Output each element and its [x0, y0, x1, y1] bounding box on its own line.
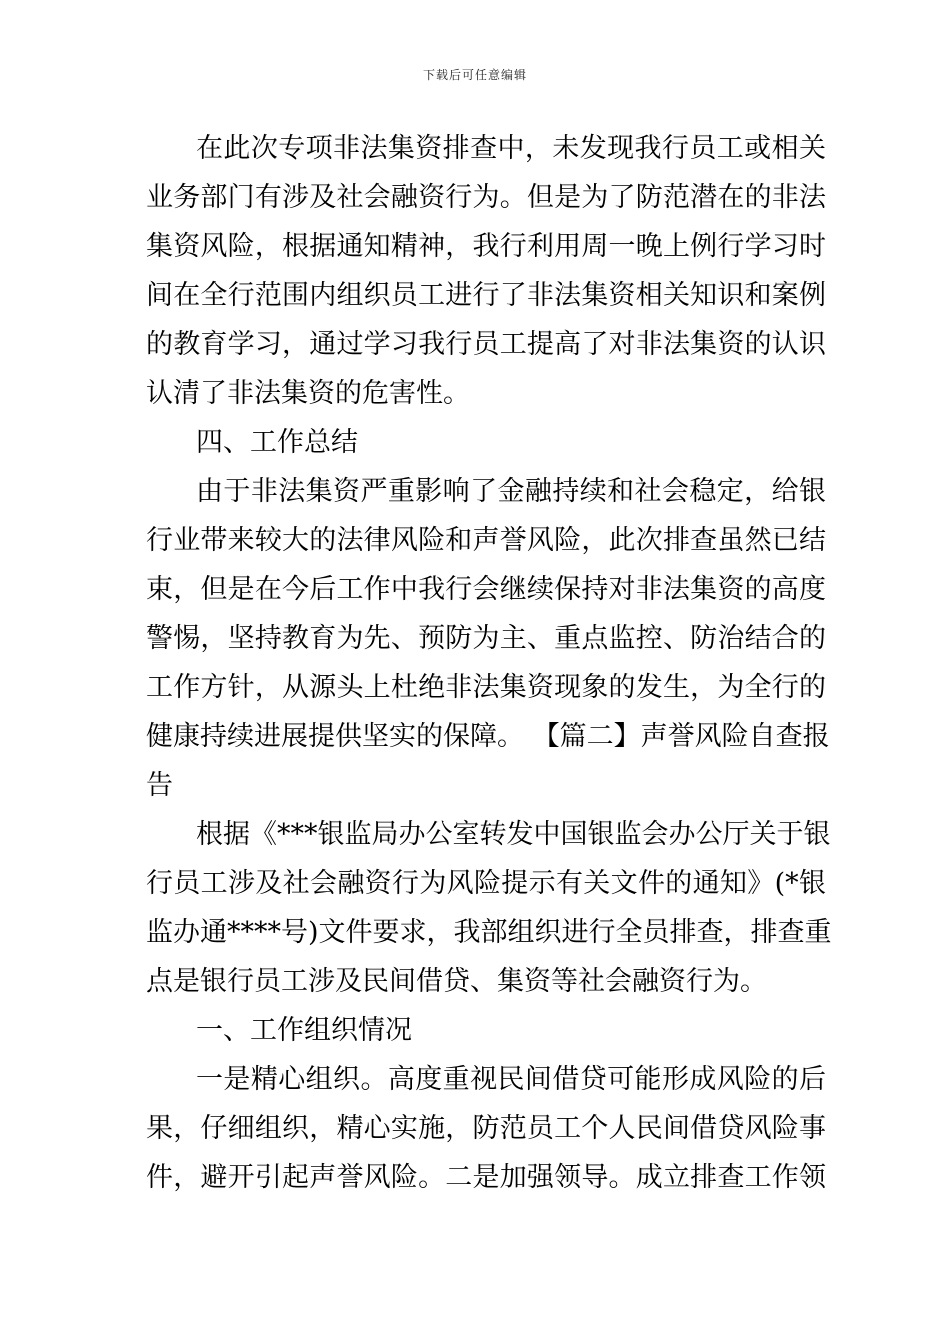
- text-line: 的教育学习，通过学习我行员工提高了对非法集资的认识: [146, 329, 826, 360]
- section-heading: 一、工作组织情况: [196, 1015, 412, 1046]
- text-line: 根据《***银监局办公室转发中国银监会办公厅关于银: [196, 819, 831, 850]
- text-line: 行业带来较大的法律风险和声誉风险，此次排查虽然已结: [146, 525, 826, 556]
- text-line: 束，但是在今后工作中我行会继续保持对非法集资的高度: [146, 574, 826, 605]
- text-line: 由于非法集资严重影响了金融持续和社会稳定，给银: [196, 476, 826, 507]
- text-line: 果，仔细组织，精心实施，防范员工个人民间借贷风险事: [146, 1113, 826, 1144]
- text-line: 监办通****号)文件要求，我部组织进行全员排查，排查重: [146, 917, 832, 948]
- text-line: 业务部门有涉及社会融资行为。但是为了防范潜在的非法: [146, 182, 826, 213]
- text-line: 在此次专项非法集资排查中，未发现我行员工或相关: [196, 133, 826, 164]
- text-line: 认清了非法集资的危害性。: [146, 378, 470, 409]
- text-line: 件，避开引起声誉风险。二是加强领导。成立排查工作领: [146, 1162, 826, 1193]
- page-header: 下载后可任意编辑: [422, 68, 527, 82]
- text-line: 警惕，坚持教育为先、预防为主、重点监控、防治结合的: [146, 623, 826, 654]
- text-line: 工作方针，从源头上杜绝非法集资现象的发生，为全行的: [146, 672, 826, 703]
- text-line: 告: [146, 770, 173, 801]
- text-line: 一是精心组织。高度重视民间借贷可能形成风险的后: [196, 1064, 826, 1095]
- text-line: 行员工涉及社会融资行为风险提示有关文件的通知》(*银: [146, 868, 826, 899]
- text-line: 间在全行范围内组织员工进行了非法集资相关知识和案例: [146, 280, 826, 311]
- text-line: 点是银行员工涉及民间借贷、集资等社会融资行为。: [146, 966, 767, 997]
- text-line: 集资风险，根据通知精神，我行利用周一晚上例行学习时: [146, 231, 826, 262]
- text-line: 健康持续进展提供坚实的保障。 【篇二】声誉风险自查报: [146, 721, 830, 752]
- section-heading: 四、工作总结: [196, 427, 358, 458]
